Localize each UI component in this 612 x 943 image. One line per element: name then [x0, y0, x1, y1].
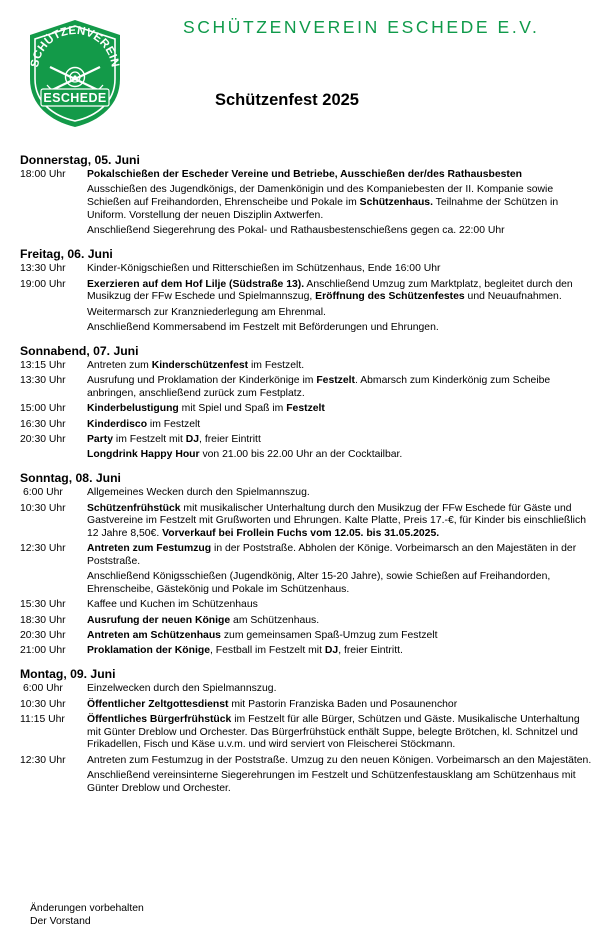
- schedule-entry: [20, 683, 592, 696]
- entry-time: 10:30 Uhr: [20, 502, 66, 514]
- entry-time: 16:30 Uhr: [20, 418, 66, 430]
- schedule-entry: [20, 755, 592, 768]
- entry-description: [87, 645, 592, 658]
- description-text: Kaffee und Kuchen im Schützenhaus: [87, 599, 258, 611]
- footer: [30, 903, 144, 928]
- schedule-entry: [20, 503, 592, 541]
- description-text: Kinder-Königschießen und Ritterschießen im Schützenhaus, Ende 16:00 Uhr: [87, 263, 441, 275]
- schedule-entry: [20, 169, 592, 182]
- description-text: im Festzelt.: [248, 360, 305, 371]
- day-title: Sonnabend, 07. Juni: [20, 344, 139, 358]
- description-text: mit musikalischer Unterhaltung durch den Musikzug der FFw Eschede für Gäste und Gastvereine im Festzelt mit Grußworten und Ehrungen. Kalte Platte, Preis 17.-€, für Kinder bis einschließlich 12 Jahre 8,50€.: [87, 502, 586, 540]
- entry-description: [87, 487, 592, 500]
- highlight-text: Festzelt: [316, 375, 355, 387]
- entry-description: [87, 169, 592, 182]
- schedule-entry: [20, 770, 592, 795]
- logo-bottom-text: ESCHEDE: [43, 91, 107, 105]
- entry-description: [87, 184, 592, 222]
- highlight-text: Kinderdisco: [87, 418, 148, 430]
- entry-description: [87, 543, 592, 568]
- day-section: [20, 343, 592, 462]
- schedule-entry: [20, 645, 592, 658]
- schedule-entry: [20, 263, 592, 276]
- highlight-text: DJ: [324, 645, 339, 657]
- entry-time: [20, 307, 87, 320]
- entry-time: 6:00 Uhr: [23, 683, 63, 695]
- highlight-text: Schützenhaus.: [359, 197, 433, 208]
- footer-signature: Der Vorstand: [30, 915, 91, 927]
- entry-time: 12:30 Uhr: [20, 754, 66, 766]
- schedule-entry: [20, 699, 592, 712]
- description-text: Ausrufung und Proklamation der Kinderkönige im: [87, 375, 317, 387]
- entry-description: [87, 307, 592, 320]
- description-text: Einzelwecken durch den Spielmannszug.: [87, 683, 277, 695]
- description-text: Anschließend Umzug zum Marktplatz, begleitet durch den Musikzug der FFw Eschede und Spielmannszug,: [87, 278, 573, 303]
- entry-description: [87, 375, 592, 400]
- description-text: , freier Eintritt.: [338, 645, 403, 657]
- description-text: am Schützenhaus.: [230, 614, 320, 626]
- highlight-text: Antreten am Schützenhaus: [87, 629, 221, 641]
- description-text: von 21.00 bis 22.00 Uhr an der Cocktailbar.: [199, 449, 403, 461]
- entry-description: [87, 449, 592, 462]
- highlight-text: Longdrink Happy Hour: [87, 449, 200, 461]
- description-text: Anschließend Königsschießen (Jugendkönig, Alter 15-20 Jahre), sowie Schießen auf Freihandorden, Ehrenscheibe, Gästekönig und Pokale im Schützenhaus.: [87, 571, 551, 596]
- schedule-entry: [20, 599, 592, 612]
- description-text: Teilnahme der Schützen in Uniform. Vorstellung der neuen Disziplin Axtwerfen.: [87, 197, 559, 221]
- schedule-entry: [20, 571, 592, 596]
- entry-time: [20, 184, 87, 222]
- highlight-text: Eröffnung des Schützenfestes: [315, 291, 465, 303]
- description-text: Anschließend Siegerehrung des Pokal- und Rathausbestenschießens gegen ca. 22:00 Uhr: [87, 225, 505, 236]
- entry-time: 12:30 Uhr: [20, 543, 66, 555]
- description-text: Antreten zum Festumzug in der Poststraße. Umzug zu den neuen Königen. Vorbeimarsch an den Majestäten.: [87, 754, 592, 766]
- entry-description: [87, 699, 592, 712]
- entry-description: [87, 434, 592, 447]
- entry-description: [87, 225, 592, 238]
- entry-description: [87, 714, 592, 752]
- entry-time: [20, 770, 87, 795]
- entry-description: [87, 279, 592, 304]
- schedule-entry: [20, 419, 592, 432]
- entry-time: 10:30 Uhr: [20, 698, 66, 710]
- day-title: Freitag, 06. Juni: [20, 247, 113, 262]
- description-text: . Abmarsch zum Kinderkönig zum Scheibe anbringen, anschließend zurück zum Festplatz.: [87, 375, 551, 399]
- description-text: Anschließend vereinsinterne Siegerehrungen im Festzelt und Schützenfestausklang am Schützenhaus mit Günter Dreblow und Orchester.: [87, 770, 576, 794]
- highlight-text: Schützenfrühstück: [87, 502, 181, 514]
- entry-description: [87, 263, 592, 276]
- highlight-text: Festzelt: [286, 403, 325, 415]
- highlight-text: Ausrufung der neuen Könige: [87, 614, 231, 626]
- schedule-entry: [20, 403, 592, 416]
- day-section: [20, 152, 592, 238]
- schedule-entry: [20, 307, 592, 320]
- highlight-text: Party: [87, 433, 113, 445]
- entry-description: [87, 615, 592, 628]
- highlight-text: DJ: [185, 433, 200, 445]
- schedule-entry: [20, 714, 592, 752]
- entry-time: 18:30 Uhr: [20, 614, 66, 626]
- entry-time: 15:30 Uhr: [20, 599, 66, 611]
- schedule-entry: [20, 279, 592, 304]
- schedule-entry: [20, 630, 592, 643]
- description-text: und Neuaufnahmen.: [464, 291, 562, 303]
- description-text: Anschließend Kommersabend im Festzelt mit Beförderungen und Ehrungen.: [87, 321, 439, 333]
- schedule-entry: [20, 225, 592, 238]
- highlight-text: Antreten zum Festumzug: [87, 543, 212, 555]
- entry-time: 13:30 Uhr: [20, 263, 66, 275]
- schedule-entry: [20, 543, 592, 568]
- entry-description: [87, 755, 592, 768]
- entry-time: [20, 225, 87, 238]
- highlight-text: Vorverkauf bei Frollein Fuchs vom 12.05. bis 31.05.2025.: [162, 528, 440, 540]
- entry-time: 6:00 Uhr: [23, 487, 63, 499]
- description-text: , Festball im Festzelt mit: [209, 645, 325, 657]
- day-section: [20, 470, 592, 658]
- schedule-entry: [20, 184, 592, 222]
- highlight-text: Pokalschießen der Escheder Vereine und Betriebe, Ausschießen der/des Rathausbesten: [87, 169, 523, 180]
- entry-time: 20:30 Uhr: [20, 433, 66, 445]
- entry-time: 15:00 Uhr: [20, 403, 66, 415]
- highlight-text: Proklamation der Könige: [87, 645, 210, 657]
- schedule-entry: [20, 322, 592, 335]
- entry-description: [87, 571, 592, 596]
- description-text: im Festzelt mit: [113, 433, 186, 445]
- highlight-text: Exerzieren auf dem Hof Lilje (Südstraße 13).: [87, 278, 305, 290]
- entry-description: [87, 599, 592, 612]
- day-section: [20, 246, 592, 334]
- entry-time: [20, 449, 87, 462]
- description-text: mit Pastorin Franziska Baden und Posaunenchor: [228, 698, 458, 710]
- day-title: Donnerstag, 05. Juni: [20, 153, 140, 167]
- schedule-entry: [20, 449, 592, 462]
- description-text: Weitermarsch zur Kranzniederlegung am Ehrenmal.: [87, 306, 326, 318]
- logo-top-text: SCHÜTZENVEREIN: [29, 24, 121, 69]
- entry-description: [87, 360, 592, 373]
- schedule-entry: [20, 487, 592, 500]
- footer-note: Änderungen vorbehalten: [30, 903, 144, 914]
- entry-time: 11:15 Uhr: [20, 714, 65, 726]
- entry-description: [87, 403, 592, 416]
- entry-time: 20:30 Uhr: [20, 629, 66, 641]
- highlight-text: Öffentliches Bürgerfrühstück: [87, 714, 232, 726]
- highlight-text: Kinderbelustigung: [87, 403, 179, 415]
- day-section: [20, 666, 592, 795]
- entry-time: 18:00 Uhr: [20, 169, 66, 180]
- entry-description: [87, 630, 592, 643]
- description-text: mit Spiel und Spaß im: [178, 403, 287, 415]
- entry-description: [87, 683, 592, 696]
- description-text: im Festzelt für alle Bürger, Schützen und Gäste. Musikalische Unterhaltung mit Günter Dreblow und Orchester. Das Bürgerfrühstück enthält Suppe, belegte Brötchen, kl. Schnitzel und Frikadellen, Fisch und Käse u.v.m. und wird serviert von Fleischerei Stöckmann.: [87, 714, 580, 751]
- description-text: Ausschießen des Jugendkönigs, der Damenkönigin und des Kompaniebesten der II. Kompanie sowie Schießen auf Freihandorden, Ehrenscheibe und Pokale im: [87, 184, 554, 208]
- club-logo: [20, 17, 130, 129]
- description-text: Allgemeines Wecken durch den Spielmannszug.: [87, 487, 310, 499]
- description-text: im Festzelt: [147, 418, 201, 430]
- document-title: Schützenfest 2025: [215, 91, 359, 109]
- schedule-entry: [20, 375, 592, 400]
- day-title: Sonntag, 08. Juni: [20, 471, 121, 486]
- entry-time: [20, 322, 87, 335]
- description-text: zum gemeinsamen Spaß-Umzug zum Festzelt: [220, 629, 438, 641]
- organization-name: SCHÜTZENVEREIN ESCHEDE E.V.: [183, 17, 540, 37]
- day-title: Montag, 09. Juni: [20, 667, 116, 682]
- entry-time: 21:00 Uhr: [20, 645, 66, 657]
- description-text: , freier Eintritt: [199, 433, 261, 445]
- highlight-text: Öffentlicher Zeltgottesdienst: [87, 698, 229, 710]
- entry-description: [87, 419, 592, 432]
- highlight-text: Kinderschützenfest: [151, 360, 249, 371]
- description-text: Antreten zum: [87, 360, 152, 371]
- description-text: in der Poststraße. Abholen der Könige. Vorbeimarsch an den Majestäten in der Poststraße.: [87, 543, 577, 568]
- entry-description: [87, 770, 592, 795]
- entry-description: [87, 322, 592, 335]
- entry-description: [87, 503, 592, 541]
- entry-time: 19:00 Uhr: [20, 278, 66, 290]
- entry-time: 13:30 Uhr: [20, 375, 66, 387]
- schedule-entry: [20, 615, 592, 628]
- entry-time: 13:15 Uhr: [20, 360, 66, 371]
- entry-time: [20, 571, 87, 596]
- festival-program: [20, 152, 592, 804]
- schedule-entry: [20, 360, 592, 373]
- schedule-entry: [20, 434, 592, 447]
